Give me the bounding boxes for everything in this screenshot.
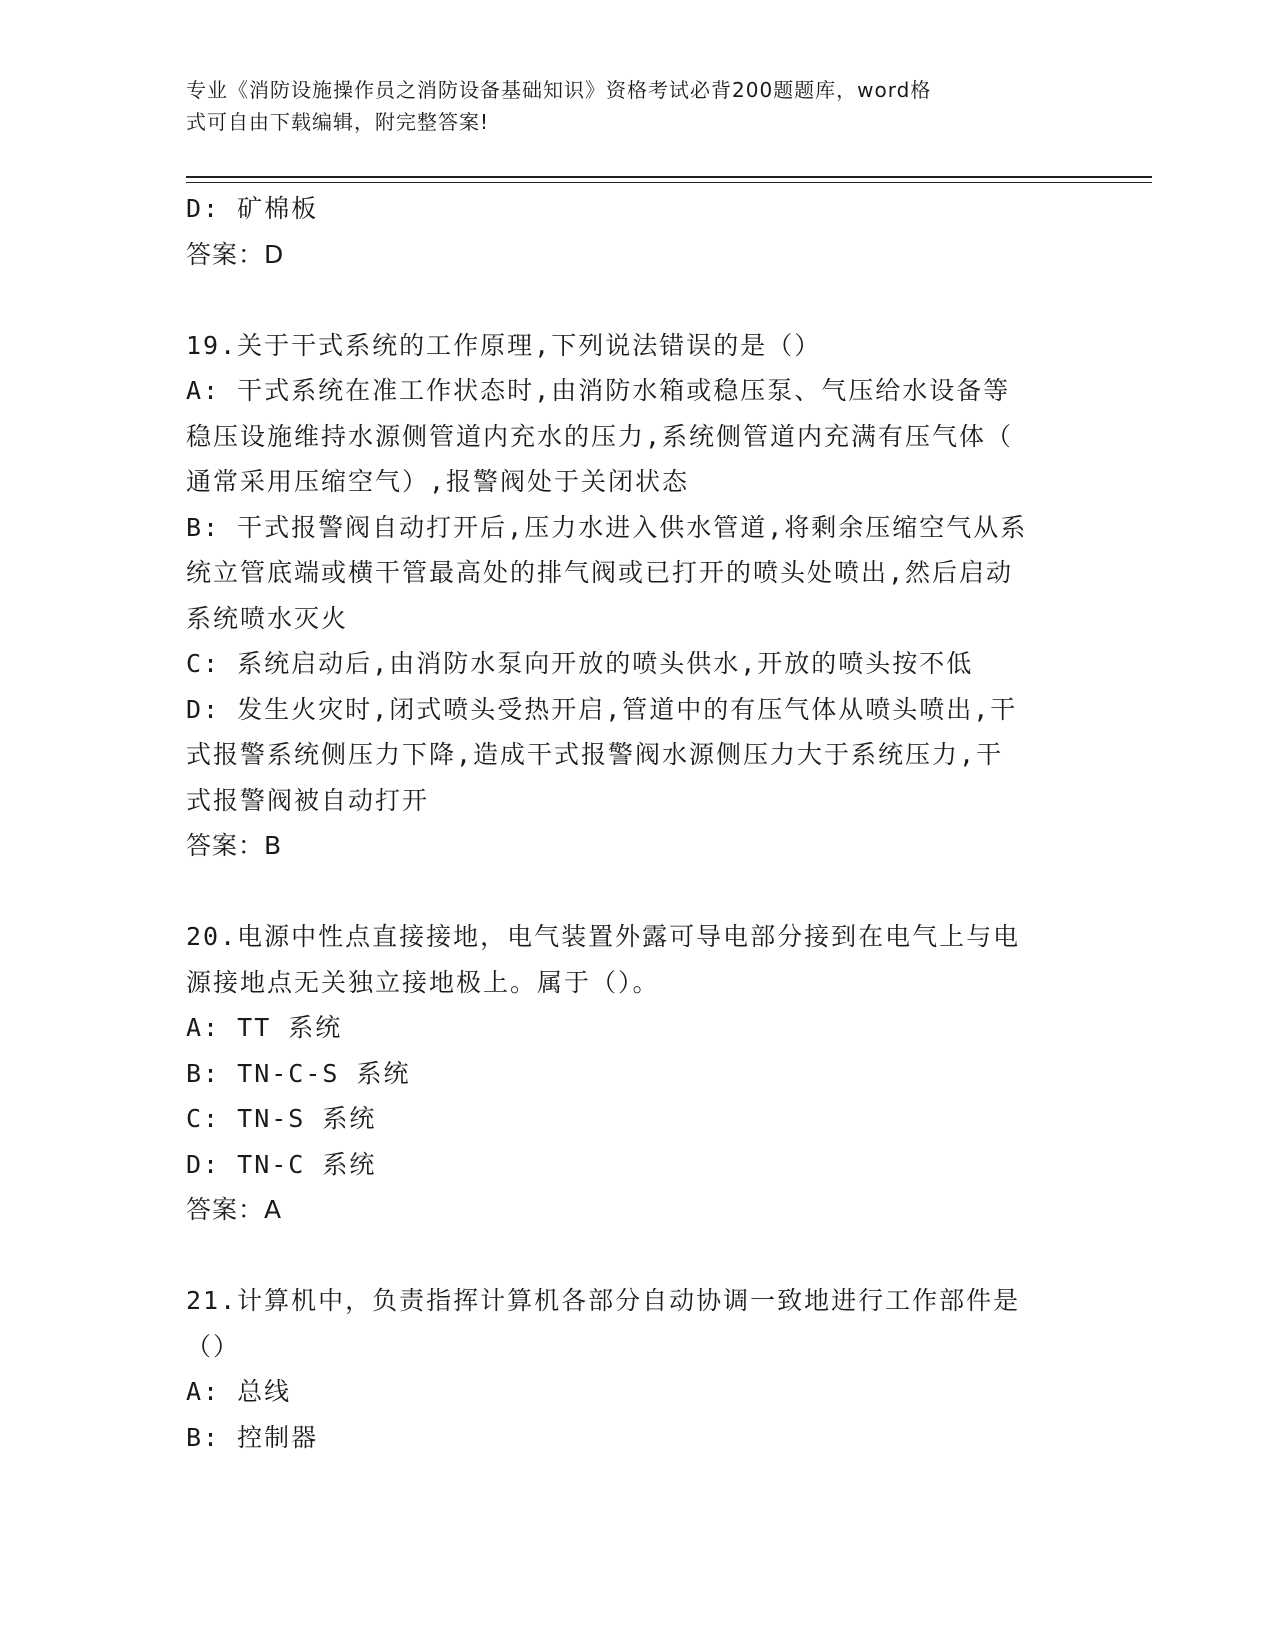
q19-option-a-3: 通常采用压缩空气）,报警阀处于关闭状态 [186, 467, 690, 496]
q19-option-a-2: 稳压设施维持水源侧管道内充水的压力,系统侧管道内充满有压气体（ [186, 421, 1014, 451]
q21-stem-1: 21.计算机中，负责指挥计算机各部分自动协调一致地进行工作部件是 [186, 1286, 1021, 1315]
header-line-1: 专业《消防设施操作员之消防设备基础知识》资格考试必背200题题库，word格 [186, 78, 932, 102]
header-rule-thick [186, 176, 1152, 178]
q19-option-b-3: 系统喷水灭火 [186, 603, 349, 633]
q20-stem-2: 源接地点无关独立接地极上。属于（）。 [186, 967, 660, 997]
q19-option-b-1: B: 干式报警阀自动打开后,压力水进入供水管道,将剩余压缩空气从系 [186, 512, 1028, 542]
q19-answer: 答案：B [186, 831, 283, 860]
q19-stem: 19.关于干式系统的工作原理,下列说法错误的是（） [186, 330, 822, 360]
q20-option-d: D: TN-C 系统 [186, 1149, 377, 1179]
question-content [186, 186, 1086, 1460]
header-line-2: 式可自由下载编辑，附完整答案! [186, 110, 490, 134]
header-rule-thin [186, 182, 1152, 183]
q19-option-d-2: 式报警系统侧压力下降,造成干式报警阀水源侧压力大于系统压力,干 [186, 740, 1004, 769]
q20-option-a: A: TT 系统 [186, 1013, 343, 1042]
q20-answer: 答案：A [186, 1195, 283, 1224]
q19-option-c-1: C: 系统启动后,由消防水泵向开放的喷头供水,开放的喷头按不低 [186, 649, 974, 678]
q19-option-a-1: A: 干式系统在准工作状态时,由消防水箱或稳压泵、气压给水设备等 [186, 376, 1011, 405]
prev-option-d: D: 矿棉板 [186, 194, 319, 223]
q21-stem-2: （） [186, 1331, 241, 1361]
q21-option-a: A: 总线 [186, 1377, 292, 1406]
q19-option-d-1: D: 发生火灾时,闭式喷头受热开启,管道中的有压气体从喷头喷出,干 [186, 694, 1018, 724]
q19-option-b-2: 统立管底端或横干管最高处的排气阀或已打开的喷头处喷出,然后启动 [186, 558, 1014, 587]
q20-option-b: B: TN-C-S 系统 [186, 1058, 411, 1088]
q20-stem-1: 20.电源中性点直接接地，电气装置外露可导电部分接到在电气上与电 [186, 922, 1021, 951]
q19-option-d-3: 式报警阀被自动打开 [186, 785, 430, 815]
q20-option-c: C: TN-S 系统 [186, 1104, 377, 1133]
document-header [186, 74, 1086, 138]
q21-option-b: B: 控制器 [186, 1422, 319, 1452]
prev-answer: 答案：D [186, 239, 285, 269]
